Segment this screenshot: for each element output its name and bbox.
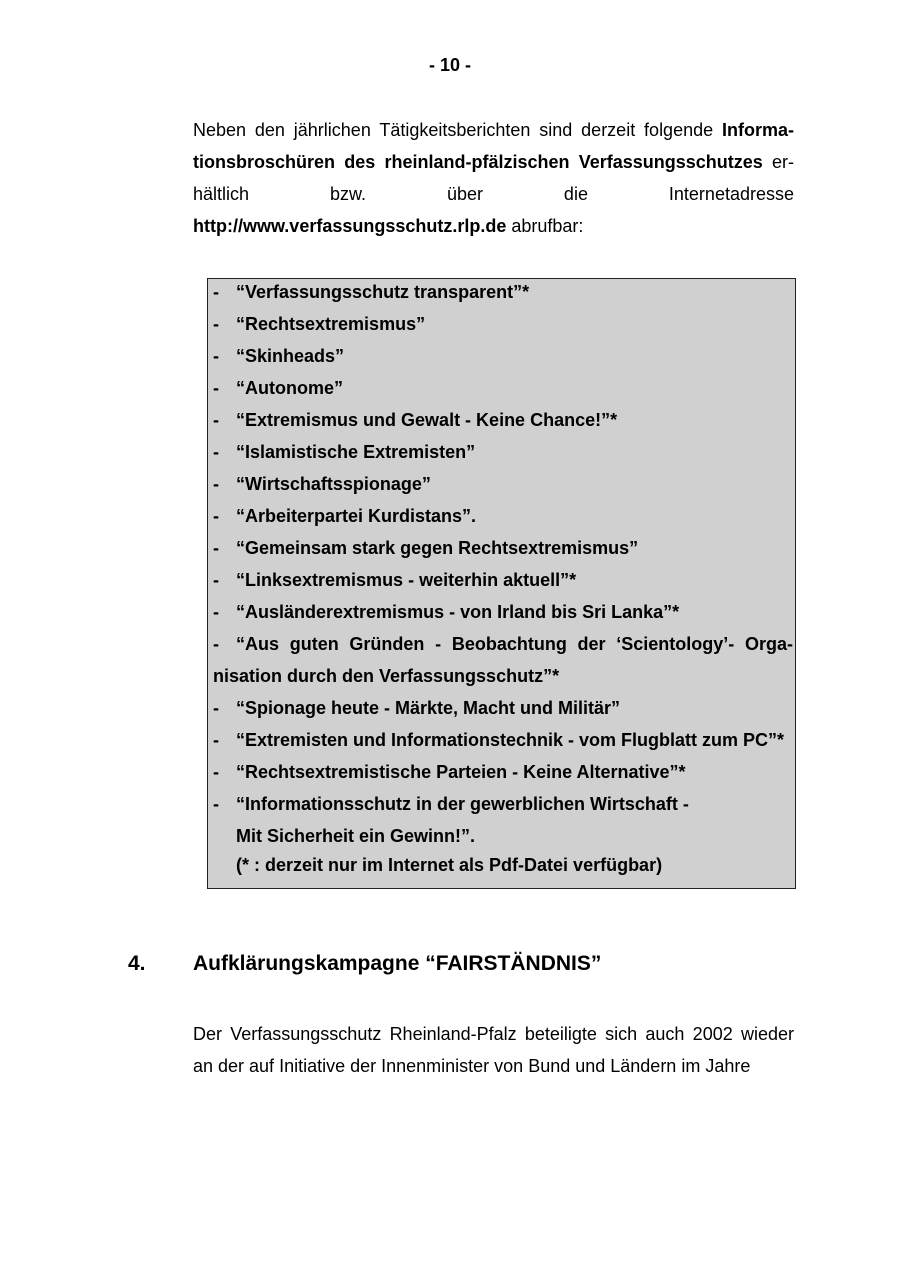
brochure-title-line-2: Mit Sicherheit ein Gewinn!”. [236,826,476,846]
intro-paragraph [193,114,794,242]
brochure-title: “Rechtsextremismus” [236,314,426,334]
list-item [213,532,793,564]
list-item [213,596,793,628]
brochure-title: “Spionage heute - Märkte, Macht und Militär” [236,698,621,718]
intro-url-link[interactable]: http://www.verfassungsschutz.rlp.de [193,216,507,236]
list-dash: - [213,378,219,398]
list-item [213,436,793,468]
list-item [213,468,793,500]
brochure-list [213,276,793,852]
brochure-title: “Ausländerextremismus - von Irland bis Sri Lanka”* [236,602,680,622]
list-dash: - [213,442,219,462]
list-item [213,564,793,596]
list-item [213,628,793,692]
list-dash: - [213,794,219,814]
brochure-title: “Extremisten und Informationstechnik - vom Flugblatt zum PC”* [236,730,785,750]
brochure-title: “Extremismus und Gewalt - Keine Chance!”* [236,410,618,430]
page-number: - 10 - [428,55,471,75]
brochure-title: “Autonome” [236,378,343,398]
list-dash: - [213,506,219,526]
intro-text-2: erhältlich bzw. über die Internetadresse [193,152,794,204]
list-dash: - [213,410,219,430]
list-dash: - [213,314,219,334]
section-number: 4. [128,952,146,975]
list-item [213,692,793,724]
list-dash: - [213,762,219,782]
brochure-title: “Aus guten Gründen - Beobachtung der ‘Scientology’- Organisation durch den Verfassungsschutz”* [213,634,793,686]
brochure-title: “Skinheads” [236,346,345,366]
list-dash: - [213,730,219,750]
list-item [213,372,793,404]
brochure-title-line-1: “Informationsschutz in der gewerblichen Wirtschaft - [236,794,689,814]
list-dash: - [213,538,219,558]
section-title: Aufklärungskampagne “FAIRSTÄNDNIS” [193,952,602,975]
brochure-title: “Linksextremismus - weiterhin aktuell”* [236,570,577,590]
brochure-title: “Islamistische Extremisten” [236,442,476,462]
list-dash: - [213,698,219,718]
brochure-title: “Gemeinsam stark gegen Rechtsextremismus” [236,538,639,558]
list-item [213,340,793,372]
section-body-text: Der Verfassungsschutz Rheinland-Pfalz beteiligte sich auch 2002 wieder an der auf Initiative der Innenminister von Bund und Ländern im Jahre [193,1024,794,1076]
list-item [213,308,793,340]
list-dash: - [213,282,219,302]
brochure-title: “Verfassungsschutz transparent”* [236,282,530,302]
brochure-title: “Arbeiterpartei Kurdistans”. [236,506,477,526]
brochure-list-box [207,278,796,889]
list-dash: - [213,346,219,366]
brochure-title: “Wirtschaftsspionage” [236,474,431,494]
list-item [213,756,793,788]
list-item [213,276,793,308]
intro-text-1: Neben den jährlichen Tätigkeitsberichten sind derzeit folgende [193,120,722,140]
intro-bold-brochures: Informationsbroschüren des rheinland-pfälzischen Verfassungsschutzes [193,120,794,172]
section-heading [128,952,828,976]
intro-text-3: abrufbar: [506,216,584,236]
list-dash: - [213,474,219,494]
list-dash: - [213,634,219,654]
availability-note: (* : derzeit nur im Internet als Pdf-Datei verfügbar) [236,855,663,875]
list-dash: - [213,570,219,590]
list-dash: - [213,602,219,622]
list-item [213,788,793,852]
brochure-title [236,788,793,852]
list-item [213,500,793,532]
list-item [213,724,793,756]
brochure-title: “Rechtsextremistische Parteien - Keine Alternative”* [236,762,686,782]
list-item [213,404,793,436]
